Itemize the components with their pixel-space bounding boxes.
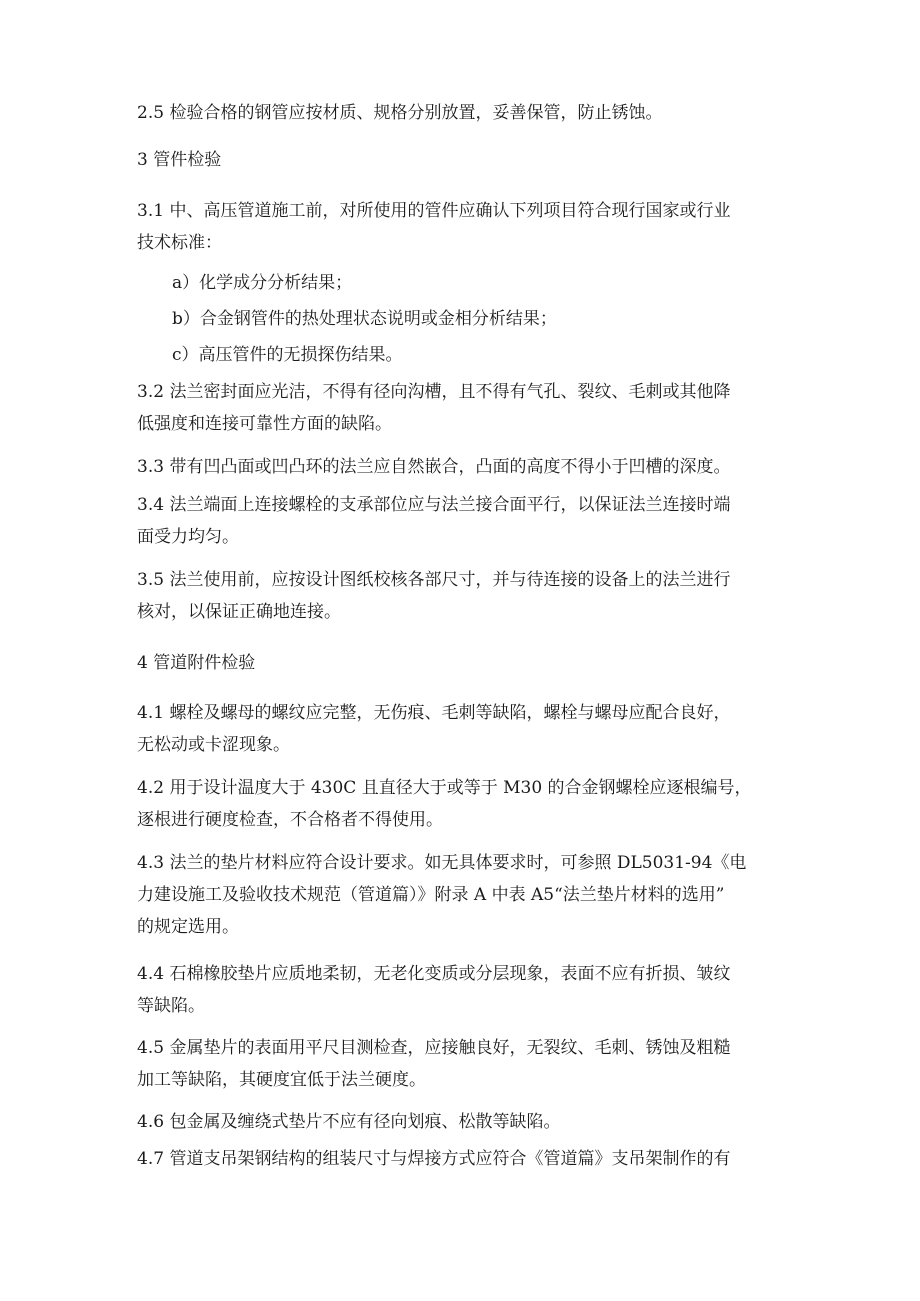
text-line: 力建设施工及验收技术规范（管道篇）》附录 A 中表 A5“法兰垫片材料的选用” [137, 885, 725, 905]
text-line: 加工等缺陷，其硬度宜低于法兰硬度。 [137, 1070, 426, 1090]
heading-text: 4 管道附件检验 [137, 653, 256, 673]
text-line: c）高压管件的无损探伤结果。 [172, 345, 403, 365]
text-line: 3.1 中、高压管道施工前，对所使用的管件应确认下列项目符合现行国家或行业 [137, 201, 731, 221]
text-line: 3.3 带有凹凸面或凹凸环的法兰应自然嵌合，凸面的高度不得小于凹槽的深度。 [137, 457, 731, 477]
paragraph-4-3 [137, 847, 797, 943]
text-line: 3.4 法兰端面上连接螺栓的支承部位应与法兰接合面平行，以保证法兰连接时端 [137, 495, 731, 515]
text-line: 4.1 螺栓及螺母的螺纹应完整，无伤痕、毛刺等缺陷，螺栓与螺母应配合良好， [137, 703, 731, 723]
section-heading-4 [137, 647, 797, 679]
paragraph-4-4 [137, 958, 797, 1022]
paragraph-3-4 [137, 489, 797, 553]
paragraph-4-2 [137, 772, 797, 836]
text-line: 4.4 石棉橡胶垫片应质地柔韧，无老化变质或分层现象，表面不应有折损、皱纹 [137, 964, 731, 984]
text-line: 逐根进行硬度检查，不合格者不得使用。 [137, 810, 443, 830]
text-line: 3.2 法兰密封面应光洁，不得有径向沟槽，且不得有气孔、裂纹、毛刺或其他降 [137, 382, 731, 402]
heading-text: 3 管件检验 [137, 150, 222, 170]
paragraph-3-3 [137, 451, 797, 483]
text-line: 面受力均匀。 [137, 527, 239, 547]
paragraph-3-1 [137, 195, 797, 259]
text-line: 2.5 检验合格的钢管应按材质、规格分别放置，妥善保管，防止锈蚀。 [137, 103, 663, 123]
list-item-a [172, 267, 832, 299]
paragraph-4-6 [137, 1106, 797, 1138]
text-line: 4.2 用于设计温度大于 430C 且直径大于或等于 M30 的合金钢螺栓应逐根编号， [137, 778, 752, 798]
text-line: 4.3 法兰的垫片材料应符合设计要求。如无具体要求时，可参照 DL5031-94《电 [137, 853, 747, 873]
text-line: a）化学成分分析结果； [172, 273, 353, 293]
text-line: 核对，以保证正确地连接。 [137, 602, 341, 622]
text-line: 等缺陷。 [137, 996, 205, 1016]
paragraph-4-5 [137, 1032, 797, 1096]
text-line: 低强度和连接可靠性方面的缺陷。 [137, 414, 392, 434]
paragraph-3-5 [137, 564, 797, 628]
text-line: 的规定选用。 [137, 917, 239, 937]
text-line: 4.7 管道支吊架钢结构的组装尺寸与焊接方式应符合《管道篇》支吊架制作的有 [137, 1149, 731, 1169]
paragraph-4-1 [137, 697, 797, 761]
list-item-b [172, 303, 832, 335]
text-line: 4.6 包金属及缠绕式垫片不应有径向划痕、松散等缺陷。 [137, 1112, 561, 1132]
list-item-c [172, 339, 832, 371]
paragraph-3-2 [137, 376, 797, 440]
text-line: 无松动或卡涩现象。 [137, 735, 290, 755]
paragraph-4-7 [137, 1143, 797, 1175]
text-line: 3.5 法兰使用前，应按设计图纸校核各部尺寸，并与待连接的设备上的法兰进行 [137, 570, 731, 590]
text-line: 4.5 金属垫片的表面用平尺目测检查，应接触良好，无裂纹、毛刺、锈蚀及粗糙 [137, 1038, 731, 1058]
text-line: b）合金钢管件的热处理状态说明或金相分析结果； [172, 309, 557, 329]
section-heading-3 [137, 144, 797, 176]
paragraph-2-5 [137, 97, 797, 129]
text-line: 技术标准： [137, 233, 222, 253]
